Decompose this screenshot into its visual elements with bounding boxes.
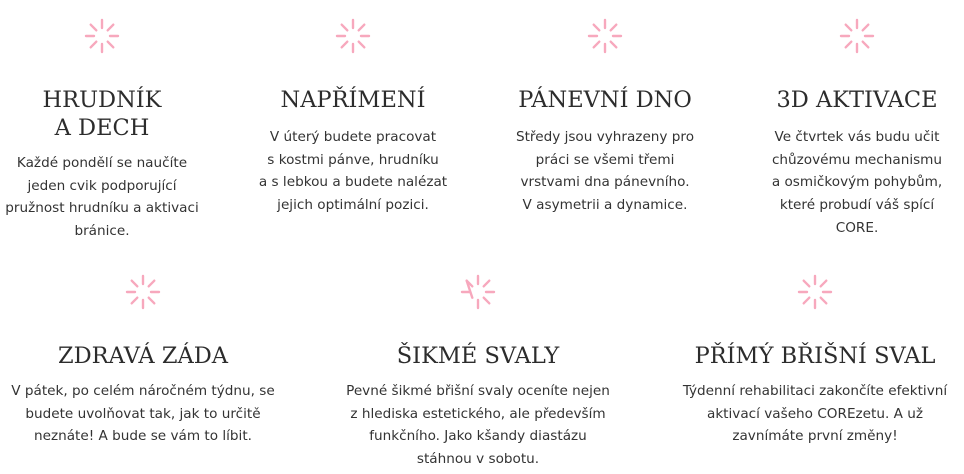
feature-card-panevni-dno: [505, 16, 705, 217]
card-description: V pátek, po celém náročném týdnu, se budete uvolňovat tak, jak to určitě neznáte! A bude se vám to líbit.: [11, 383, 275, 445]
feature-card-zdrava-zada: [2, 272, 284, 448]
card-description: V úterý budete pracovat s kostmi pánve, hrudníku a s lebkou a budete nalézat jejich optimální pozici.: [258, 129, 448, 214]
card-title: ZDRAVÁ ZÁDA: [57, 343, 229, 369]
card-description: Každé pondělí se naučíte jeden cvik podporující pružnost hrudníku a aktivaci bránice.: [5, 155, 199, 240]
card-title: PÁNEVNÍ DNO: [518, 87, 692, 113]
card-title: HRUDNÍK A DECH: [42, 87, 162, 141]
sunburst-icon: [837, 16, 877, 56]
card-title: PŘÍMÝ BŘIŠNÍ SVAL: [694, 343, 936, 369]
card-description: Týdenní rehabilitaci zakončíte efektivní aktivací vašeho COREzetu. A už zavnímáte první změny!: [682, 383, 948, 445]
sunburst-icon: [333, 16, 373, 56]
card-description: Pevné šikmé břišní svaly oceníte nejen z hlediska estetického, ale především funkčního. Jako kšandy diastázu stáhnou v sobotu.: [346, 383, 610, 468]
sunburst-icon: [82, 16, 122, 56]
feature-card-sikme-svaly: [337, 272, 619, 471]
card-title: NAPŘÍMENÍ: [280, 87, 426, 113]
card-description: Ve čtvrtek vás budu učit chůzovému mechanismu a osmičkovým pohybům, které probudí váš spící CORE.: [771, 129, 943, 236]
sunburst-icon: [458, 272, 498, 312]
feature-card-primy-brisni-sval: [672, 272, 958, 448]
sunburst-icon: [123, 272, 163, 312]
feature-card-3d-aktivace: [757, 16, 957, 240]
sunburst-icon: [795, 272, 835, 312]
card-description: Středy jsou vyhrazeny pro práci se všemi třemi vrstvami dna pánevního. V asymetrii a dynamice.: [515, 129, 695, 214]
card-title: 3D AKTIVACE: [776, 87, 938, 113]
feature-card-hrudnik: [2, 16, 202, 243]
feature-card-naprimeni: [253, 16, 453, 217]
sunburst-icon: [585, 16, 625, 56]
card-title: ŠIKMÉ SVALY: [396, 343, 560, 369]
